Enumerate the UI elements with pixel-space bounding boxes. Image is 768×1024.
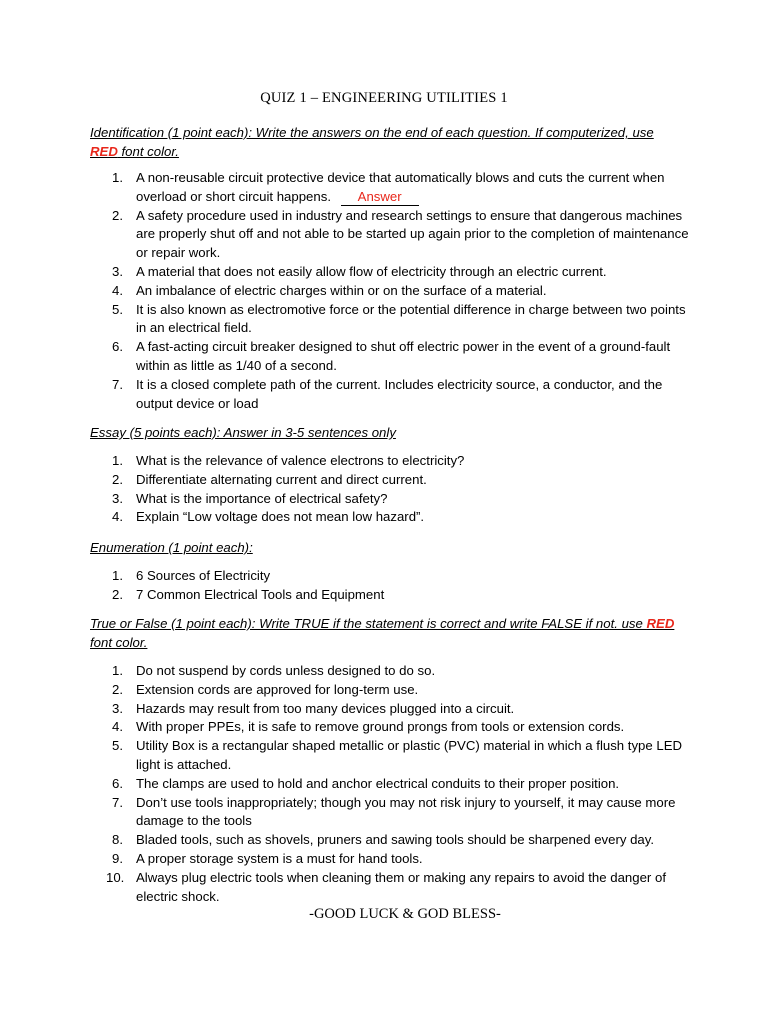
list-item: [90, 718, 690, 737]
list-item: [90, 452, 690, 471]
item-number: 9.: [112, 850, 123, 866]
list-item: [90, 207, 690, 263]
item-number: 5.: [112, 738, 123, 754]
list-item: [90, 508, 690, 527]
closing-message: -GOOD LUCK & GOD BLESS-: [309, 906, 501, 922]
item-text: Extension cords are approved for long-term use.: [136, 681, 419, 697]
enumeration-list: [90, 567, 690, 605]
list-item: [90, 831, 690, 850]
item-number: 1.: [112, 568, 123, 583]
item-text: Always plug electric tools when cleaning them or making any repairs to avoid the danger of electric shock.: [136, 869, 666, 904]
identification-instruction: [90, 123, 680, 161]
item-text: Don’t use tools inappropriately; though you may not risk injury to yourself, it may cause more damage to the tools: [136, 794, 676, 829]
item-text: 6 Sources of Electricity: [136, 568, 271, 583]
item-number: 3.: [112, 263, 123, 279]
list-item: [90, 301, 690, 339]
true-false-instruction: [90, 614, 680, 652]
true-false-instruction-end: font color.: [90, 635, 148, 650]
item-text: Bladed tools, such as shovels, pruners and sawing tools should be sharpened every day.: [136, 832, 655, 848]
list-item: [90, 700, 690, 719]
list-item: [90, 775, 690, 794]
item-number: 2.: [112, 207, 123, 223]
enumeration-instruction: Enumeration (1 point each):: [90, 540, 253, 555]
item-number: 1.: [112, 170, 123, 185]
answer-field[interactable]: Answer: [341, 189, 419, 206]
item-number: 10.: [106, 869, 125, 885]
item-text: Do not suspend by cords unless designed to do so.: [136, 663, 436, 678]
identification-instruction-text: Identification (1 point each): Write the answers on the end of each question. If computerized, use: [90, 125, 654, 140]
item-text: A fast-acting circuit breaker designed to shut off electric power in the event of a ground-fault within as little as 1/40 of a second.: [136, 339, 671, 373]
list-item: [90, 850, 690, 869]
list-item: [90, 737, 690, 775]
item-text: Utility Box is a rectangular shaped metallic or plastic (PVC) material in which a flush type LED light is attached.: [136, 738, 683, 772]
list-item: [90, 376, 690, 414]
item-number: 6.: [112, 339, 123, 355]
item-number: 7.: [112, 376, 123, 392]
list-item: [90, 471, 690, 490]
item-number: 3.: [112, 700, 123, 716]
item-number: 1.: [112, 663, 123, 678]
list-item: [90, 169, 690, 207]
item-text: With proper PPEs, it is safe to remove ground prongs from tools or extension cords.: [136, 719, 625, 735]
list-item: [90, 794, 690, 832]
essay-list: [90, 452, 690, 527]
item-text: A non-reusable circuit protective device that automatically blows and cuts the current when overload or short circuit happens.: [136, 170, 665, 204]
list-item: [90, 681, 690, 700]
item-number: 5.: [112, 301, 123, 317]
true-false-red-word: RED: [646, 616, 675, 631]
item-text: 7 Common Electrical Tools and Equipment: [136, 586, 385, 602]
list-item: [90, 490, 690, 509]
item-number: 4.: [112, 719, 123, 735]
item-number: 1.: [112, 453, 123, 468]
item-text: It is a closed complete path of the current. Includes electricity source, a conductor, and the output device or load: [136, 376, 663, 411]
item-text: What is the importance of electrical safety?: [136, 490, 388, 506]
item-number: 4.: [112, 282, 123, 298]
list-item: [90, 338, 690, 376]
item-number: 3.: [112, 490, 123, 506]
list-item: [90, 263, 690, 282]
item-text: A safety procedure used in industry and research settings to ensure that dangerous machines are properly shut off and not able to be started up again prior to the completion of maintenance or repair work.: [136, 207, 689, 261]
item-number: 2.: [112, 471, 123, 487]
item-text: The clamps are used to hold and anchor electrical conduits to their proper position.: [136, 775, 620, 791]
list-item: [90, 567, 690, 586]
identification-instruction-end: font color.: [117, 144, 179, 159]
page-title: QUIZ 1 – ENGINEERING UTILITIES 1: [260, 90, 508, 106]
item-number: 2.: [112, 586, 123, 602]
item-number: 7.: [112, 794, 123, 810]
essay-instruction: Essay (5 points each): Answer in 3-5 sentences only: [90, 425, 396, 440]
list-item: [90, 586, 690, 605]
true-false-instruction-text: True or False (1 point each): Write TRUE if the statement is correct and write FALSE if not. use: [90, 616, 647, 631]
list-item: [90, 662, 690, 681]
item-text: Differentiate alternating current and direct current.: [136, 471, 427, 487]
item-text: What is the relevance of valence electrons to electricity?: [136, 453, 465, 468]
list-item: [90, 282, 690, 301]
item-text: A proper storage system is a must for hand tools.: [136, 850, 423, 866]
identification-list: [90, 169, 690, 413]
identification-red-word: RED: [90, 144, 118, 159]
item-text: Explain “Low voltage does not mean low hazard”.: [136, 509, 425, 525]
item-number: 4.: [112, 509, 123, 525]
list-item: [90, 869, 690, 907]
item-text: It is also known as electromotive force or the potential difference in charge between two points in an electrical field.: [136, 301, 686, 336]
item-text: An imbalance of electric charges within or on the surface of a material.: [136, 282, 547, 298]
item-number: 6.: [112, 775, 123, 791]
item-text: Hazards may result from too many devices plugged into a circuit.: [136, 700, 515, 716]
item-text: A material that does not easily allow flow of electricity through an electric current.: [136, 263, 607, 279]
item-number: 2.: [112, 681, 123, 697]
item-number: 8.: [112, 832, 123, 848]
true-false-list: [90, 662, 690, 906]
